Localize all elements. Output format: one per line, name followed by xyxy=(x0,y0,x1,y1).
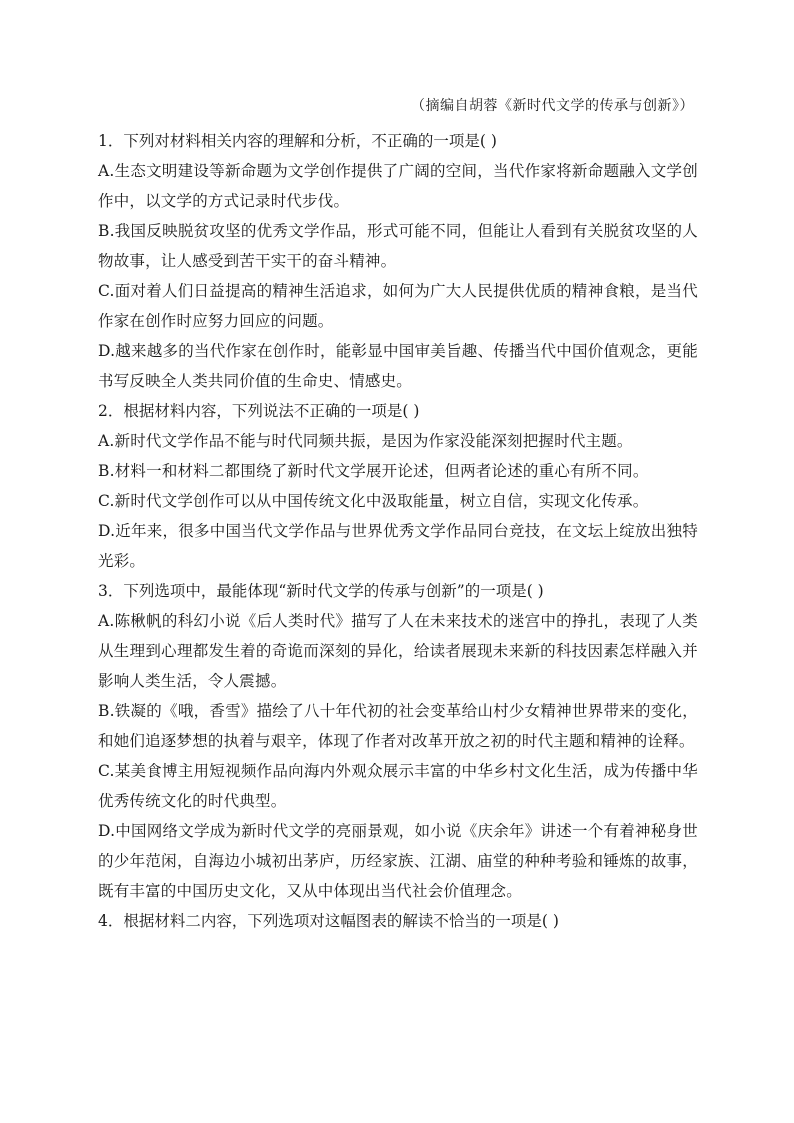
question-3-title: 3．下列选项中，最能体现“新时代文学的传承与创新”的一项是( ) xyxy=(98,582,544,600)
question-3-option-a: A.陈楸帆的科幻小说《后人类时代》描写了人在未来技术的迷宫中的挣扎，表现了人类从生理到心理都发生着的奇诡而深刻的异化，给读者展现未来新的科技因素怎样融入并影响人类生活，令人震撼。 xyxy=(98,612,698,690)
question-1-option-a: A.生态文明建设等新命题为文学创作提供了广阔的空间，当代作家将新命题融入文学创作中，以文学的方式记录时代步伐。 xyxy=(98,162,698,210)
question-3-option-d: D.中国网络文学成为新时代文学的亮丽景观，如小说《庆余年》讲述一个有着神秘身世的少年范闲，自海边小城初出茅庐，历经家族、江湖、庙堂的种种考验和锤炼的故事，既有丰富的中国历史文化，又从中体现出当代社会价值理念。 xyxy=(98,822,698,900)
question-3-option-b: B.铁凝的《哦，香雪》描绘了八十年代初的社会变革给山村少女精神世界带来的变化，和她们追逐梦想的执着与艰辛，体现了作者对改革开放之初的时代主题和精神的诠释。 xyxy=(98,702,698,750)
question-1-title: 1．下列对材料相关内容的理解和分析，不正确的一项是( ) xyxy=(98,132,497,150)
question-2-option-b: B.材料一和材料二都围绕了新时代文学展开论述，但两者论述的重心有所不同。 xyxy=(98,462,649,480)
question-2-option-c: C.新时代文学创作可以从中国传统文化中汲取能量，树立自信，实现文化传承。 xyxy=(98,492,649,510)
question-1-option-d: D.越来越多的当代作家在创作时，能彰显中国审美旨趣、传播当代中国价值观念，更能书写反映全人类共同价值的生命史、情感史。 xyxy=(98,342,698,390)
question-2-option-a: A.新时代文学作品不能与时代同频共振，是因为作家没能深刻把握时代主题。 xyxy=(98,432,633,450)
question-1-option-c: C.面对着人们日益提高的精神生活追求，如何为广大人民提供优质的精神食粮，是当代作家在创作时应努力回应的问题。 xyxy=(98,282,698,330)
question-2-title: 2．根据材料内容，下列说法不正确的一项是( ) xyxy=(98,402,420,420)
question-2-option-d: D.近年来，很多中国当代文学作品与世界优秀文学作品同台竞技，在文坛上绽放出独特光彩。 xyxy=(98,522,698,570)
question-3-option-c: C.某美食博主用短视频作品向海内外观众展示丰富的中华乡村文化生活，成为传播中华优秀传统文化的时代典型。 xyxy=(98,762,698,810)
source-citation: （摘编自胡蓉《新时代文学的传承与创新》） xyxy=(411,98,694,114)
question-4-title: 4．根据材料二内容，下列选项对这幅图表的解读不恰当的一项是( ) xyxy=(98,912,559,930)
question-list xyxy=(98,126,698,936)
question-1-option-b: B.我国反映脱贫攻坚的优秀文学作品，形式可能不同，但能让人看到有关脱贫攻坚的人物故事，让人感受到苦干实干的奋斗精神。 xyxy=(98,222,698,270)
